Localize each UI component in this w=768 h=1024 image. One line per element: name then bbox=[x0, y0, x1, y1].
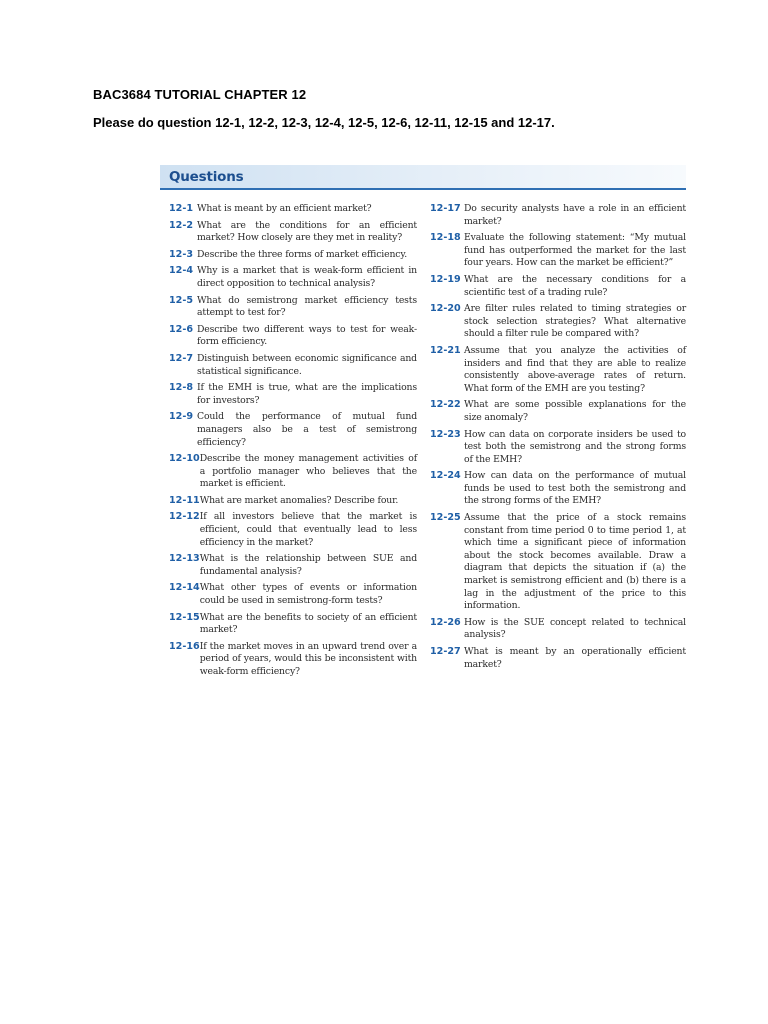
question-item bbox=[160, 324, 417, 349]
question-text: Assume that you analyze the activities of insiders and find that they are able to realize consistently above-average rates of return. What form of the EMH are you testing? bbox=[464, 344, 686, 394]
question-text: What are market anomalies? Describe four. bbox=[199, 494, 399, 506]
question-text: What are the necessary conditions for a scientific test of a trading rule? bbox=[464, 273, 686, 298]
question-number: 12-13 bbox=[169, 553, 200, 565]
question-number: 12-21 bbox=[430, 344, 461, 356]
question-number: 12-24 bbox=[430, 470, 461, 482]
question-number: 12-1 bbox=[169, 203, 194, 214]
question-text: If the market moves in an upward trend over a period of years, would this be inconsistent with weak-form efficiency? bbox=[199, 640, 417, 677]
question-item bbox=[429, 429, 686, 467]
question-number: 12-12 bbox=[169, 511, 200, 523]
question-text: Are filter rules related to timing strategies or stock selection strategies? What alternative should a filter rule be compared with? bbox=[464, 303, 686, 340]
question-number: 12-23 bbox=[430, 428, 461, 440]
question-text: What do semistrong market efficiency tests attempt to test for? bbox=[197, 294, 417, 319]
question-text: Describe the three forms of market efficiency. bbox=[197, 248, 408, 260]
question-item bbox=[160, 382, 417, 407]
question-text: Describe the money management activities of a portfolio manager who believes that the market is efficient. bbox=[199, 453, 417, 490]
question-item bbox=[429, 646, 686, 671]
question-text: Distinguish between economic significance and statistical significance. bbox=[197, 352, 417, 377]
question-item bbox=[429, 274, 686, 299]
question-number: 12-17 bbox=[430, 203, 461, 214]
question-text: How is the SUE concept related to technical analysis? bbox=[464, 616, 686, 641]
question-item bbox=[160, 453, 417, 491]
questions-banner bbox=[160, 165, 686, 189]
question-item bbox=[160, 353, 417, 378]
question-number: 12-9 bbox=[169, 411, 194, 423]
question-item bbox=[160, 582, 417, 607]
question-text: If the EMH is true, what are the implications for investors? bbox=[197, 382, 417, 406]
question-item bbox=[160, 203, 417, 216]
questions-scan bbox=[160, 165, 686, 680]
question-item bbox=[160, 641, 417, 679]
question-number: 12-6 bbox=[169, 323, 194, 335]
question-text: Could the performance of mutual fund managers also be a test of semistrong efficiency? bbox=[197, 411, 417, 448]
question-item bbox=[160, 249, 417, 262]
question-text: If all investors believe that the market is efficient, could that eventually lead to less efficiency in the market? bbox=[199, 511, 417, 548]
question-number: 12-10 bbox=[169, 453, 200, 465]
question-text: What are some possible explanations for the size anomaly? bbox=[464, 399, 686, 423]
question-number: 12-14 bbox=[169, 582, 200, 594]
questions-right-column bbox=[429, 203, 686, 675]
question-number: 12-18 bbox=[430, 232, 461, 244]
question-number: 12-25 bbox=[430, 512, 461, 524]
question-number: 12-7 bbox=[169, 352, 194, 364]
question-number: 12-27 bbox=[430, 646, 461, 657]
question-text: What are the benefits to society of an efficient market? bbox=[199, 611, 417, 636]
question-number: 12-20 bbox=[430, 303, 461, 315]
question-item bbox=[429, 203, 686, 228]
question-number: 12-16 bbox=[169, 640, 200, 652]
question-number: 12-15 bbox=[169, 611, 200, 623]
question-item bbox=[429, 470, 686, 508]
question-number: 12-26 bbox=[430, 616, 461, 628]
question-text: What other types of events or information could be used in semistrong-form tests? bbox=[199, 582, 417, 607]
question-text: What is the relationship between SUE and fundamental analysis? bbox=[199, 553, 417, 577]
question-number: 12-4 bbox=[169, 265, 194, 277]
question-item bbox=[429, 345, 686, 395]
banner-rule bbox=[160, 188, 686, 190]
question-item bbox=[429, 512, 686, 613]
question-text: How can data on the performance of mutual funds be used to test both the semistrong and the strong forms of the EMH? bbox=[464, 470, 686, 507]
section-title: Questions bbox=[169, 169, 244, 185]
question-text: Why is a market that is weak-form efficient in direct opposition to technical analysis? bbox=[197, 265, 417, 289]
question-number: 12-5 bbox=[169, 294, 194, 306]
question-text: What is meant by an operationally efficient market? bbox=[464, 646, 686, 670]
question-text: Evaluate the following statement: “My mutual fund has outperformed the market for the last four years. How can the market be efficient?” bbox=[464, 232, 686, 269]
question-number: 12-22 bbox=[430, 399, 461, 411]
question-item bbox=[160, 411, 417, 449]
question-number: 12-8 bbox=[169, 382, 194, 394]
assignment-instruction: Please do question 12-1, 12-2, 12-3, 12-4, 12-5, 12-6, 12-11, 12-15 and 12-17. bbox=[93, 115, 555, 130]
question-item bbox=[160, 495, 417, 508]
question-item bbox=[160, 220, 417, 245]
question-text: How can data on corporate insiders be used to test both the semistrong and the strong forms of the EMH? bbox=[464, 428, 686, 465]
question-item bbox=[160, 553, 417, 578]
question-item bbox=[160, 295, 417, 320]
questions-left-column bbox=[160, 203, 417, 683]
question-item bbox=[160, 511, 417, 549]
question-text: What is meant by an efficient market? bbox=[197, 203, 372, 214]
question-text: Do security analysts have a role in an efficient market? bbox=[464, 203, 686, 227]
question-text: Assume that the price of a stock remains constant from time period 0 to time period 1, at which time a significant piece of information about the stock becomes available. Draw a diagram that depicts the situation if (a) the market is semistrong efficient and (b) there is a lag in the adjustment of the price to this information. bbox=[464, 512, 686, 612]
question-number: 12-11 bbox=[169, 494, 200, 506]
question-item bbox=[429, 399, 686, 424]
question-item bbox=[429, 232, 686, 270]
question-item bbox=[160, 612, 417, 637]
question-text: What are the conditions for an efficient market? How closely are they met in reality? bbox=[197, 219, 417, 244]
question-number: 12-3 bbox=[169, 248, 194, 260]
question-number: 12-2 bbox=[169, 219, 194, 231]
question-text: Describe two different ways to test for weak-form efficiency. bbox=[197, 323, 417, 348]
document-title: BAC3684 TUTORIAL CHAPTER 12 bbox=[93, 87, 307, 102]
question-item bbox=[160, 265, 417, 290]
question-item bbox=[429, 617, 686, 642]
question-item bbox=[429, 303, 686, 341]
question-number: 12-19 bbox=[430, 273, 461, 285]
